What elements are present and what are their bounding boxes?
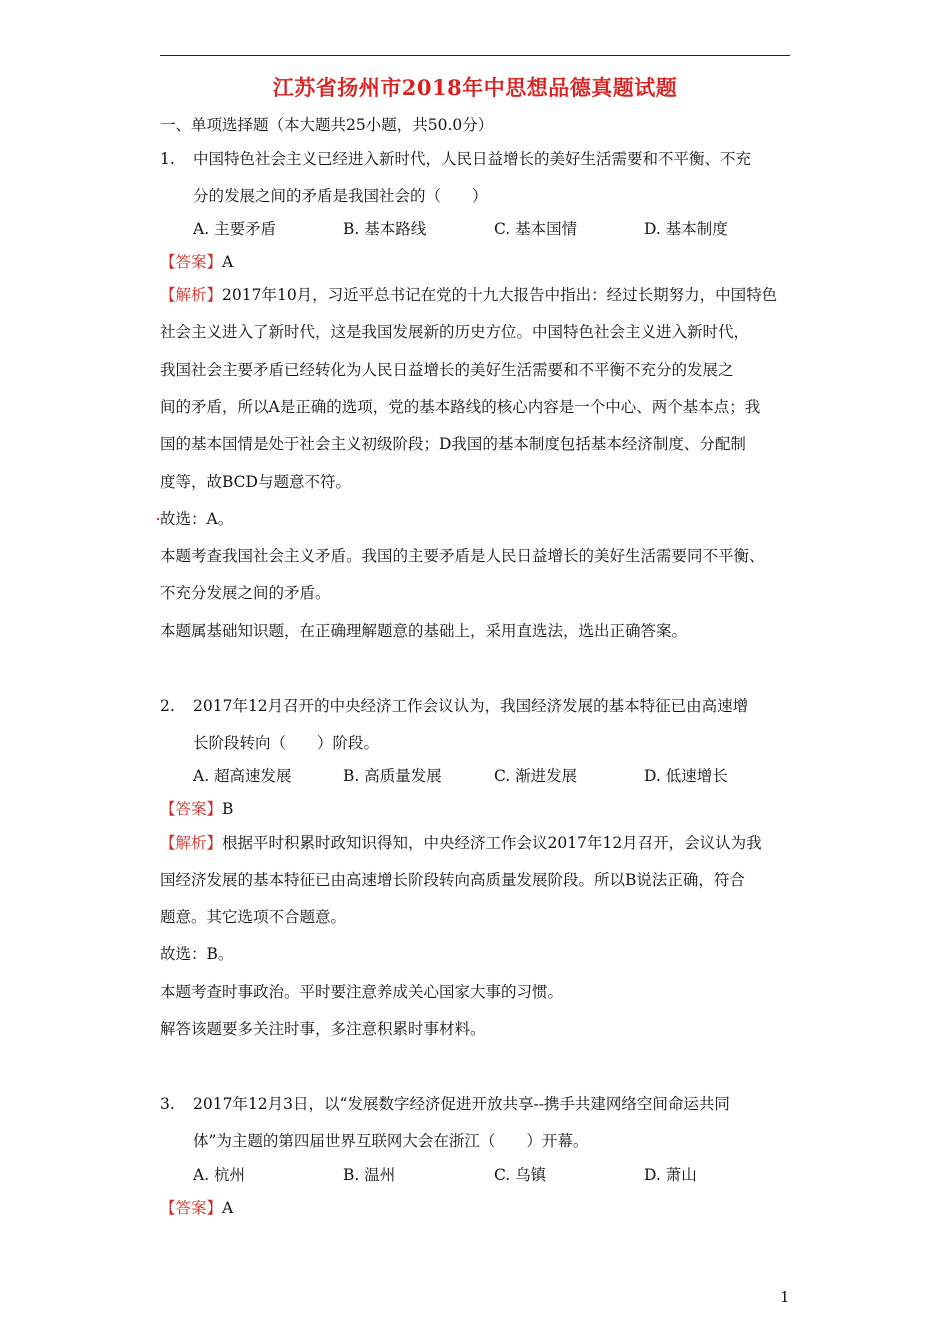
answer-label: 【答案】 — [160, 800, 223, 818]
option-a: A. 主要矛盾 — [193, 220, 277, 238]
option-c: C. 渐进发展 — [494, 767, 578, 785]
analysis-line — [160, 285, 777, 305]
note-text: 解答该题要多关注时事，多注意积累时事材料。 — [160, 1020, 486, 1038]
option-d: D. 萧山 — [644, 1166, 697, 1184]
stray-mark — [157, 518, 159, 520]
analysis-label: 【解析】 — [160, 834, 223, 852]
analysis-text: 题意。其它选项不合题意。 — [160, 908, 347, 926]
header-rule — [160, 55, 790, 56]
question-number: 3. — [160, 1095, 175, 1113]
analysis-text: 社会主义进入了新时代，这是我国发展新的历史方位。中国特色社会主义进入新时代， — [160, 323, 750, 341]
analysis-text: 国的基本国情是处于社会主义初级阶段；D我国的基本制度包括基本经济制度、分配制 — [160, 435, 746, 453]
page-title: 江苏省扬州市2018年中思想品德真题试题 — [272, 75, 678, 100]
question-stem: 2017年12月3日，以“发展数字经济促进开放共享--携手共建网络空间命运共同 — [193, 1095, 730, 1113]
note-text: 本题考查时事政治。平时要注意养成关心国家大事的习惯。 — [160, 983, 564, 1001]
question-number: 1. — [160, 150, 175, 168]
analysis-text: 我国社会主要矛盾已经转化为人民日益增长的美好生活需要和不平衡不充分的发展之 — [160, 361, 734, 379]
analysis-text: 2017年10月，习近平总书记在党的十九大报告中指出：经过长期努力，中国特色 — [222, 286, 778, 304]
answer-value: A — [222, 253, 234, 271]
note-text: 不充分发展之间的矛盾。 — [160, 584, 331, 602]
answer-value: B — [222, 800, 234, 818]
option-d: D. 基本制度 — [644, 220, 728, 238]
answer-line — [160, 799, 233, 819]
note-text: 本题属基础知识题，在正确理解题意的基础上，采用直选法，选出正确答案。 — [160, 622, 688, 640]
question-number: 2. — [160, 697, 175, 715]
analysis-text: 国经济发展的基本特征已由高速增长阶段转向高质量发展阶段。所以B说法正确，符合 — [160, 871, 745, 889]
choice-line: 故选：A。 — [160, 510, 234, 528]
option-c: C. 基本国情 — [494, 220, 578, 238]
question-stem: 2017年12月召开的中央经济工作会议认为，我国经济发展的基本特征已由高速增 — [193, 697, 749, 715]
analysis-line — [160, 833, 762, 853]
choice-line: 故选：B。 — [160, 945, 234, 963]
question-stem: 中国特色社会主义已经进入新时代，人民日益增长的美好生活需要和不平衡、不充 — [193, 150, 752, 168]
answer-line — [160, 252, 233, 272]
question-stem: 分的发展之间的矛盾是我国社会的（ ） — [193, 187, 488, 205]
option-b: B. 高质量发展 — [343, 767, 442, 785]
option-a: A. 超高速发展 — [193, 767, 292, 785]
question-stem: 体”为主题的第四届世界互联网大会在浙江（ ）开幕。 — [193, 1132, 589, 1150]
option-a: A. 杭州 — [193, 1166, 246, 1184]
option-b: B. 温州 — [343, 1166, 396, 1184]
page-number: 1 — [780, 1288, 790, 1306]
option-c: C. 乌镇 — [494, 1166, 547, 1184]
answer-value: A — [222, 1199, 234, 1217]
answer-label: 【答案】 — [160, 253, 223, 271]
answer-line — [160, 1198, 233, 1218]
analysis-text: 间的矛盾，所以A是正确的选项，党的基本路线的核心内容是一个中心、两个基本点；我 — [160, 398, 761, 416]
option-b: B. 基本路线 — [343, 220, 427, 238]
answer-label: 【答案】 — [160, 1199, 223, 1217]
section-heading: 一、单项选择题（本大题共25小题，共50.0分） — [160, 116, 494, 134]
option-d: D. 低速增长 — [644, 767, 728, 785]
analysis-text: 根据平时积累时政知识得知，中央经济工作会议2017年12月召开，会议认为我 — [222, 834, 762, 852]
analysis-text: 度等，故BCD与题意不符。 — [160, 473, 351, 491]
analysis-label: 【解析】 — [160, 286, 223, 304]
question-stem: 长阶段转向（ ）阶段。 — [193, 734, 380, 752]
note-text: 本题考查我国社会主义矛盾。我国的主要矛盾是人民日益增长的美好生活需要同不平衡、 — [160, 547, 765, 565]
